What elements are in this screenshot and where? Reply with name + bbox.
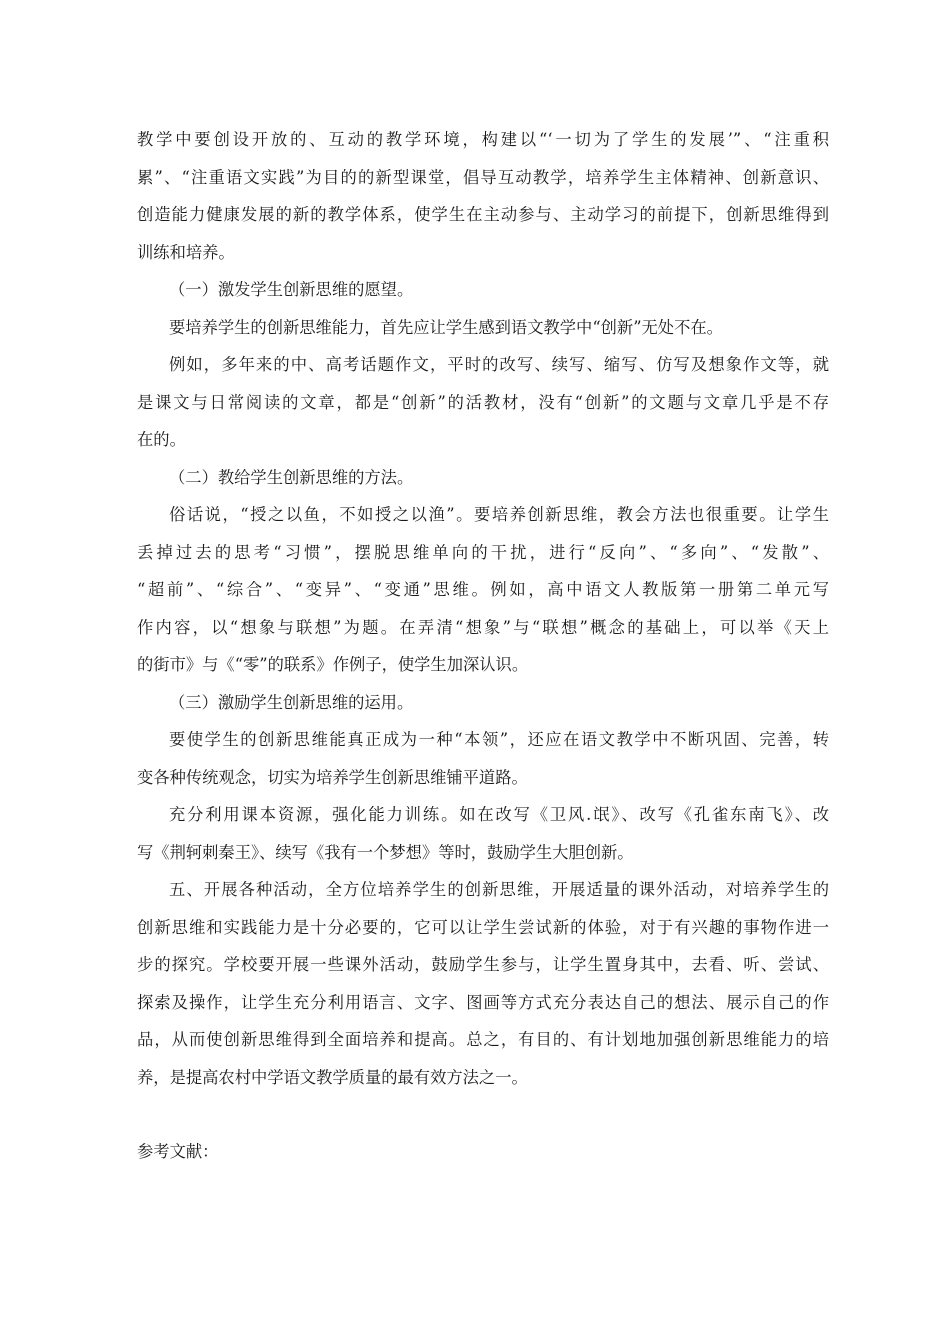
- text-line: （二）教给学生创新思维的方法。: [169, 467, 414, 487]
- text-line: 品，从而使创新思维得到全面培养和提高。总之，有目的、有计划地加强创新思维能力的培: [137, 1030, 829, 1049]
- text-line: “超前”、“综合”、“变异”、“变通”思维。例如，高中语文人教版第一册第二单元写: [137, 580, 829, 599]
- text-line: （一）激发学生创新思维的愿望。: [169, 280, 414, 299]
- text-line: 要培养学生的创新思维能力，首先应让学生感到语文教学中“创新”无处不在。: [169, 317, 723, 337]
- text-line: 步的探究。学校要开展一些课外活动，鼓励学生参与，让学生置身其中，去看、听、尝试、: [137, 955, 829, 974]
- text-line: 教学中要创设开放的、互动的教学环境，构建以“‘一切为了学生的发展’”、“注重积: [137, 130, 829, 149]
- text-line: 例如，多年来的中、高考话题作文，平时的改写、续写、缩写、仿写及想象作文等，就: [169, 355, 829, 374]
- text-line: 充分利用课本资源，强化能力训练。如在改写《卫风.氓》、改写《孔雀东南飞》、改: [169, 805, 829, 824]
- text-line: 的街市》与《“零”的联系》作例子，使学生加深认识。: [137, 655, 529, 674]
- text-line: 创造能力健康发展的新的教学体系，使学生在主动参与、主动学习的前提下，创新思维得到: [137, 205, 829, 224]
- text-line: 变各种传统观念，切实为培养学生创新思维铺平道路。: [137, 767, 528, 787]
- text-line: 作内容，以“想象与联想”为题。在弄清“想象”与“联想”概念的基础上，可以举《天上: [137, 617, 829, 637]
- text-line: 探索及操作，让学生充分利用语言、文字、图画等方式充分表达自己的想法、展示自己的作: [137, 992, 829, 1012]
- text-line: 养，是提高农村中学语文教学质量的最有效方法之一。: [137, 1067, 528, 1087]
- references-heading: 参考文献：: [137, 1142, 219, 1161]
- text-line: 要使学生的创新思维能真正成为一种“本领”，还应在语文教学中不断巩固、完善，转: [169, 730, 829, 749]
- text-line: 创新思维和实践能力是十分必要的，它可以让学生尝试新的体验，对于有兴趣的事物作进一: [137, 917, 829, 937]
- text-line: 写《荆轲刺秦王》、续写《我有一个梦想》等时，鼓励学生大胆创新。: [137, 842, 634, 862]
- text-line: 五、开展各种活动，全方位培养学生的创新思维，开展适量的课外活动，对培养学生的: [169, 880, 829, 899]
- text-line: 累”、“注重语文实践”为目的的新型课堂，倡导互动教学，培养学生主体精神、创新意识、: [137, 167, 829, 187]
- text-line: 在的。: [137, 430, 186, 449]
- text-line: 俗话说，“授之以鱼，不如授之以渔”。要培养创新思维，教会方法也很重要。让学生: [169, 505, 829, 524]
- text-line: （三）激励学生创新思维的运用。: [169, 692, 414, 712]
- document-body: [137, 121, 829, 1096]
- text-line: 是课文与日常阅读的文章，都是“创新”的活教材，没有“创新”的文题与文章几乎是不存: [137, 392, 829, 412]
- text-line: 训练和培养。: [137, 242, 235, 262]
- text-line: 丢掉过去的思考“习惯”，摆脱思维单向的干扰，进行“反向”、“多向”、“发散”、: [137, 542, 829, 562]
